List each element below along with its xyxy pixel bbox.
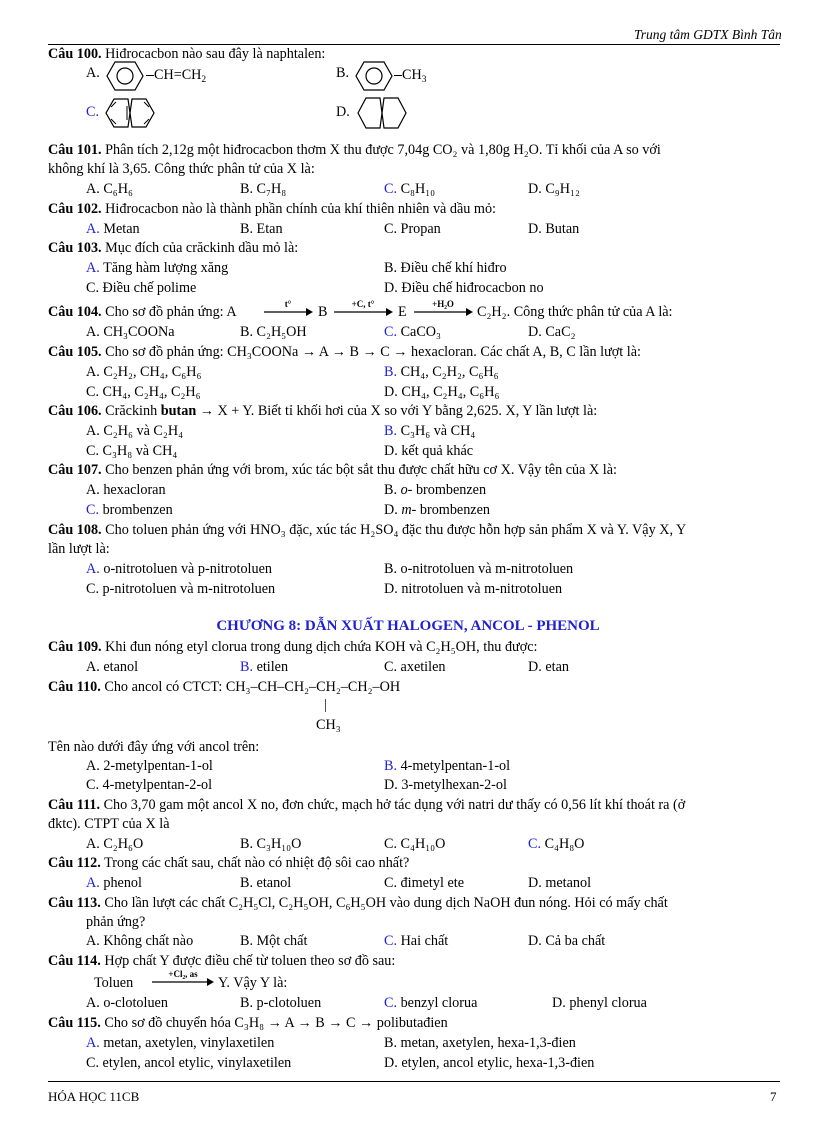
option-d: D. Cả ba chất [528, 933, 606, 949]
option-a: A. C₂H₆ và C₂H₄ [86, 423, 184, 439]
question-106 [48, 403, 597, 420]
question-100 [48, 46, 325, 63]
option-d: D. Butan [528, 221, 580, 237]
question-number: Câu 106. [48, 403, 102, 419]
question-text: Cho sơ đồ phản ứng: A [105, 304, 237, 320]
question-101-line2: không khí là 3,65. Công thức phân tử của X là: [48, 161, 315, 177]
scheme-start: Toluen [94, 975, 134, 991]
reaction-arrow [262, 300, 314, 320]
question-text: Cho toluen phản ứng với HNO₃ đặc, xúc tác H₂SO₄ đặc thu được hỗn hợp sản phẩm X và Y. Vậy X, Y [105, 522, 687, 538]
arrow-label: +H₂O [432, 300, 454, 309]
question-number: Câu 108. [48, 522, 102, 538]
option-a: A. C₆H₆ [86, 181, 133, 197]
page-header: Trung tâm GDTX Bình Tân [634, 27, 782, 42]
benzene-vinyl-structure-icon [105, 59, 145, 93]
option-b: B. Điều chế khí hiđro [384, 260, 507, 276]
question-103 [48, 240, 298, 257]
question-number: Câu 101. [48, 142, 102, 158]
option-b: B. C₃H₁₀O [240, 836, 302, 852]
question-number: Câu 115. [48, 1015, 101, 1031]
question-102 [48, 201, 496, 218]
question-text: Hợp chất Y được điều chế từ toluen theo sơ đồ sau: [104, 953, 396, 969]
option-b: B. C₇H₈ [240, 181, 287, 197]
question-text: Cho ancol có CTCT: CH₃–CH–CH₂–CH₂–CH₂–OH [104, 679, 401, 695]
footer-title: HÓA HỌC 11CB [48, 1089, 140, 1104]
option-a: A. hexacloran [86, 482, 166, 498]
option-c: C. 4-metylpentan-2-ol [86, 777, 213, 793]
question-text: Crăckinh [105, 403, 158, 419]
question-keyword: butan [160, 403, 197, 419]
option-a: A. Metan [86, 221, 140, 237]
option-d: D. nitrotoluen và m-nitrotoluen [384, 581, 563, 597]
option-a: A. phenol [86, 875, 142, 891]
option-c: C. axetilen [384, 659, 446, 675]
question-text: Mục đích của crăckinh dầu mỏ là: [105, 240, 299, 256]
question-108 [48, 521, 780, 541]
option-b: B. C₃H₆ và CH₄ [384, 423, 476, 439]
option-c: C. brombenzen [86, 502, 173, 518]
arrow-label: t° [284, 300, 292, 309]
question-number: Câu 102. [48, 201, 102, 217]
species-e: E [398, 304, 407, 320]
question-number: Câu 100. [48, 46, 102, 62]
option-a: A. CH₃COONa [86, 324, 175, 340]
reaction-arrow [332, 300, 394, 320]
option-a-label: A. [86, 65, 100, 81]
option-a: A. C₂H₂, CH₄, C₆H₆ [86, 364, 202, 380]
option-b-text: $CH_3$ [394, 67, 426, 84]
question-104 [48, 304, 237, 321]
option-b-label: B. [336, 65, 350, 81]
option-a: A. o-clotoluen [86, 995, 168, 1011]
page-number: 7 [770, 1089, 777, 1104]
question-text: Cho lần lượt các chất C₂H₅Cl, C₂H₅OH, C₆H₅OH vào dung dịch NaOH đun nóng. Hỏi có mấy chất [104, 895, 668, 911]
option-d: C. C₄H₈O [528, 836, 585, 852]
option-c: C. Hai chất [384, 933, 449, 949]
chapter-title: CHƯƠNG 8: DẪN XUẤT HALOGEN, ANCOL - PHENOL [216, 618, 600, 634]
option-b: B. C₂H₅OH [240, 324, 307, 340]
question-text: Cho sơ đồ chuyển hóa C₃H₈ → A → B → C → polibutađien [104, 1015, 448, 1031]
question-number: Câu 103. [48, 240, 102, 256]
branch-bond: | [324, 697, 327, 713]
question-number: Câu 110. [48, 679, 101, 695]
option-a: A. 2-metylpentan-1-ol [86, 758, 213, 774]
question-text: Hiđrocacbon nào sau đây là naphtalen: [105, 46, 326, 62]
question-101 [48, 141, 780, 161]
arrow-label: +C, t° [351, 300, 375, 309]
option-b: B. p-clotoluen [240, 995, 322, 1011]
option-c: C. Propan [384, 221, 441, 237]
question-112 [48, 855, 409, 872]
option-d: D. 3-metylhexan-2-ol [384, 777, 507, 793]
question-110 [48, 679, 400, 696]
reaction-arrow [412, 300, 474, 320]
question-115 [48, 1015, 448, 1032]
question-number: Câu 112. [48, 855, 101, 871]
option-b: B. etanol [240, 875, 292, 891]
option-b: B. 4-metylpentan-1-ol [384, 758, 511, 774]
option-c: C. CH₄, C₂H₄, C₂H₆ [86, 384, 201, 400]
question-110-prompt: Tên nào dưới đây ứng với ancol trên: [48, 739, 260, 755]
question-number: Câu 105. [48, 344, 102, 360]
question-number: Câu 104. [48, 304, 102, 320]
option-b: B. metan, axetylen, hexa-1,3-đien [384, 1035, 576, 1051]
option-c-label: C. [86, 104, 100, 120]
option-d: D. metanol [528, 875, 592, 891]
question-113 [48, 894, 780, 914]
decalin-structure-icon [356, 95, 408, 131]
question-text-end: C₂H₂. Công thức phân tử của A là: [477, 304, 673, 320]
option-d-label: D. [336, 104, 350, 120]
option-d: D. CaC₂ [528, 324, 576, 340]
question-number: Câu 113. [48, 895, 101, 911]
option-b: B. o- brombenzen [384, 482, 487, 498]
question-text: Cho benzen phản ứng với brom, xúc tác bột sắt thu được chất hữu cơ X. Vậy tên của X là: [105, 462, 617, 478]
reaction-arrow [150, 970, 216, 990]
question-108-line2: lần lượt là: [48, 541, 110, 557]
question-text: Cho sơ đồ phản ứng: CH₃COONa → A → B → C → hexacloran. Các chất A, B, C lần lượt là: [105, 344, 641, 360]
question-number: Câu 107. [48, 462, 102, 478]
species-b: B [318, 304, 328, 320]
naphthalene-structure-icon [104, 96, 156, 130]
option-a: A. Tăng hàm lượng xăng [86, 260, 229, 276]
option-d: D. m- brombenzen [384, 502, 490, 518]
option-c: C. C₃H₈ và CH₄ [86, 443, 178, 459]
question-text: Trong các chất sau, chất nào có nhiệt độ sôi cao nhất? [104, 855, 410, 871]
option-c: C. C₄H₁₀O [384, 836, 446, 852]
header-rule [48, 44, 780, 45]
option-d: D. etan [528, 659, 569, 675]
option-b: B. o-nitrotoluen và m-nitrotoluen [384, 561, 574, 577]
arrow-label: +Cl₂, as [168, 970, 198, 979]
option-d: D. Điều chế hiđrocacbon no [384, 280, 544, 296]
option-b: B. CH₄, C₂H₂, C₆H₆ [384, 364, 499, 380]
question-113-line2: phản ứng? [86, 914, 146, 930]
question-111-line2: đktc). CTPT của X là [48, 816, 170, 832]
question-number: Câu 109. [48, 639, 102, 655]
option-c: C. Điều chế polime [86, 280, 197, 296]
question-114 [48, 953, 395, 970]
footer-rule [48, 1081, 780, 1082]
option-b: B. etilen [240, 659, 289, 675]
option-c: C. etylen, ancol etylic, vinylaxetilen [86, 1055, 292, 1071]
option-a: A. o-nitrotoluen và p-nitrotoluen [86, 561, 272, 577]
option-a: A. C₂H₆O [86, 836, 144, 852]
question-number: Câu 111. [48, 797, 101, 813]
option-b: B. Etan [240, 221, 283, 237]
question-text: Khi đun nóng etyl clorua trong dung dịch chứa KOH và C₂H₅OH, thu được: [105, 639, 538, 655]
option-c: C. đimetyl ete [384, 875, 464, 891]
question-number: Câu 114. [48, 953, 101, 969]
option-c: C. benzyl clorua [384, 995, 478, 1011]
option-c: C. C₈H₁₀ [384, 181, 436, 197]
option-d: D. etylen, ancol etylic, hexa-1,3-đien [384, 1055, 595, 1071]
question-text-end: → X + Y. Biết tỉ khối hơi của X so với Y bằng 2,625. X, Y lần lượt là: [199, 403, 598, 419]
option-c: C. CaCO₃ [384, 324, 441, 340]
question-109 [48, 639, 537, 656]
question-text: Phân tích 2,12g một hiđrocacbon thơm X thu được 7,04g CO₂ và 1,80g H₂O. Tỉ khối của A so với [105, 142, 661, 158]
option-d: D. C₉H₁₂ [528, 181, 580, 197]
question-111 [48, 796, 780, 816]
option-c: C. p-nitrotoluen và m-nitrotoluen [86, 581, 276, 597]
branch-group: CH₃ [316, 717, 341, 733]
option-b: B. Một chất [240, 933, 308, 949]
option-d: D. CH₄, C₂H₄, C₆H₆ [384, 384, 500, 400]
scheme-end: Y. Vậy Y là: [218, 975, 288, 991]
question-text: Hiđrocacbon nào là thành phần chính của khí thiên nhiên và dầu mỏ: [105, 201, 496, 217]
option-d: D. phenyl clorua [552, 995, 647, 1011]
question-text: Cho 3,70 gam một ancol X no, đơn chức, mạch hở tác dụng với natri dư thấy có 0,56 lít khí thoát ra (ở [103, 797, 686, 813]
option-a: A. etanol [86, 659, 139, 675]
toluene-structure-icon [354, 59, 394, 93]
option-d: D. kết quả khác [384, 443, 474, 459]
option-a: A. metan, axetylen, vinylaxetilen [86, 1035, 275, 1051]
option-a: A. Không chất nào [86, 933, 194, 949]
question-105 [48, 344, 641, 361]
option-a-text: $CH=CH_2$ [146, 67, 206, 84]
question-107 [48, 462, 617, 479]
